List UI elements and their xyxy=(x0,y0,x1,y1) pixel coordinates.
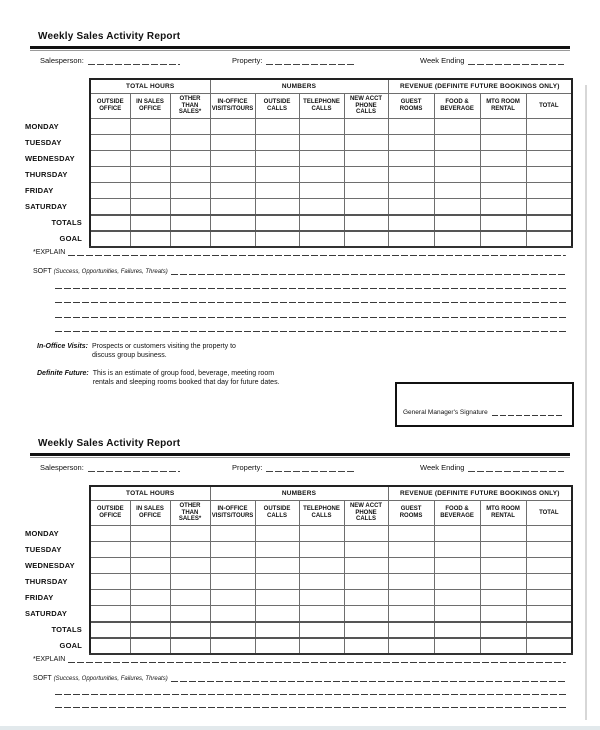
salesperson-line xyxy=(88,464,180,472)
grid-cell xyxy=(526,526,572,542)
grid-cell xyxy=(90,215,130,231)
grid-cell xyxy=(210,590,255,606)
column-header: GUEST ROOMS xyxy=(388,94,434,119)
salesperson-label: Salesperson: xyxy=(40,56,84,65)
column-header: TOTAL xyxy=(526,501,572,526)
row-label-monday: MONDAY xyxy=(25,122,59,131)
grid-cell xyxy=(526,215,572,231)
grid-cell xyxy=(90,231,130,247)
weekly-activity-table xyxy=(25,485,573,655)
grid-cell xyxy=(170,119,210,135)
grid-cell xyxy=(526,606,572,622)
grid-cell xyxy=(434,622,480,638)
grid-cell xyxy=(299,151,344,167)
grid-cell xyxy=(526,167,572,183)
signature-row xyxy=(403,409,564,416)
grid-cell xyxy=(170,638,210,654)
grid-cell xyxy=(299,167,344,183)
grid-cell xyxy=(434,151,480,167)
grid-cell xyxy=(299,526,344,542)
blank-line xyxy=(55,302,566,303)
grid-cell xyxy=(170,542,210,558)
grid-cell xyxy=(255,542,299,558)
definite-future-text: This is an estimate of group food, beverage, meeting room rentals and sleeping rooms booked that day for future dates. xyxy=(92,370,280,387)
grid-cell xyxy=(388,622,434,638)
column-header: OUTSIDE OFFICE xyxy=(90,94,130,119)
group-header-numbers: NUMBERS xyxy=(210,486,388,501)
grid-cell xyxy=(299,183,344,199)
grid-cell xyxy=(90,167,130,183)
column-header: NEW ACCT PHONE CALLS xyxy=(344,94,388,119)
grid-cell xyxy=(210,215,255,231)
grid-cell xyxy=(90,183,130,199)
grid-cell xyxy=(480,606,526,622)
grid-cell xyxy=(130,183,170,199)
in-office-text: Prospects or customers visiting the property to discuss group business. xyxy=(91,343,236,360)
explain-field xyxy=(33,655,566,663)
property-label: Property: xyxy=(232,56,263,65)
grid-cell xyxy=(388,199,434,215)
row-label-monday: MONDAY xyxy=(25,529,59,538)
grid-cell xyxy=(388,558,434,574)
soft-field xyxy=(33,267,566,275)
grid-cell xyxy=(388,215,434,231)
grid-cell xyxy=(90,119,130,135)
grid-cell xyxy=(130,638,170,654)
grid-cell xyxy=(434,199,480,215)
grid-cell xyxy=(170,151,210,167)
grid-cell xyxy=(130,135,170,151)
grid-cell xyxy=(170,622,210,638)
page-title: Weekly Sales Activity Report xyxy=(38,438,181,449)
grid-cell xyxy=(344,151,388,167)
column-header: MTG ROOM RENTAL xyxy=(480,501,526,526)
grid-cell xyxy=(388,135,434,151)
soft-label: SOFT xyxy=(33,675,52,682)
grid-cell xyxy=(388,151,434,167)
row-label-saturday: SATURDAY xyxy=(25,609,68,618)
row-label-tuesday: TUESDAY xyxy=(25,545,62,554)
grid-cell xyxy=(210,622,255,638)
grid-cell xyxy=(480,622,526,638)
grid-cell xyxy=(480,135,526,151)
salesperson-line xyxy=(88,57,180,65)
grid-cell xyxy=(480,199,526,215)
page-title: Weekly Sales Activity Report xyxy=(38,31,181,42)
column-header: IN SALES OFFICE xyxy=(130,94,170,119)
grid-cell xyxy=(299,558,344,574)
grid-cell xyxy=(480,151,526,167)
grid-cell xyxy=(210,638,255,654)
grid-cell xyxy=(170,183,210,199)
grid-cell xyxy=(130,622,170,638)
group-header-revenue: REVENUE (DEFINITE FUTURE BOOKINGS ONLY) xyxy=(388,79,572,94)
grid-cell xyxy=(480,590,526,606)
grid-cell xyxy=(90,199,130,215)
grid-cell xyxy=(388,167,434,183)
signature-label: General Manager's Signature xyxy=(403,409,488,416)
soft-detail: (Success, Opportunities, Failures, Threats) xyxy=(53,676,168,682)
grid-cell xyxy=(526,622,572,638)
grid-cell xyxy=(526,574,572,590)
grid-cell xyxy=(130,558,170,574)
grid-cell xyxy=(480,558,526,574)
grid-cell xyxy=(299,119,344,135)
grid-cell xyxy=(344,542,388,558)
grid-cell xyxy=(344,606,388,622)
grid-cell xyxy=(526,151,572,167)
grid-cell xyxy=(388,638,434,654)
grid-cell xyxy=(90,151,130,167)
group-header-total-hours: TOTAL HOURS xyxy=(90,486,210,501)
grid-cell xyxy=(210,135,255,151)
column-header: TOTAL xyxy=(526,94,572,119)
grid-cell xyxy=(299,231,344,247)
explain-label: *EXPLAIN xyxy=(33,656,66,663)
grid-cell xyxy=(255,231,299,247)
column-header: IN SALES OFFICE xyxy=(130,501,170,526)
column-header: OUTSIDE OFFICE xyxy=(90,501,130,526)
grid-cell xyxy=(299,574,344,590)
salesperson-field xyxy=(40,56,180,65)
page-bottom-edge xyxy=(0,726,600,730)
grid-cell xyxy=(480,167,526,183)
grid-cell xyxy=(90,574,130,590)
row-label-wednesday: WEDNESDAY xyxy=(25,561,75,570)
grid-cell xyxy=(526,135,572,151)
property-field xyxy=(232,463,354,472)
grid-cell xyxy=(299,135,344,151)
grid-cell xyxy=(130,231,170,247)
grid-cell xyxy=(344,135,388,151)
row-label-wednesday: WEDNESDAY xyxy=(25,154,75,163)
grid-cell xyxy=(526,558,572,574)
grid-cell xyxy=(210,231,255,247)
explain-line xyxy=(68,248,566,256)
grid-cell xyxy=(210,167,255,183)
grid-cell xyxy=(90,135,130,151)
grid-cell xyxy=(344,167,388,183)
row-label-thursday: THURSDAY xyxy=(25,170,68,179)
blank-line xyxy=(55,707,566,708)
grid-cell xyxy=(255,526,299,542)
grid-cell xyxy=(526,183,572,199)
grid-cell xyxy=(344,215,388,231)
grid-cell xyxy=(480,526,526,542)
grid-cell xyxy=(90,622,130,638)
grid-cell xyxy=(210,119,255,135)
column-header: OUTSIDE CALLS xyxy=(255,94,299,119)
row-label-friday: FRIDAY xyxy=(25,186,54,195)
grid-cell xyxy=(526,231,572,247)
grid-cell xyxy=(526,638,572,654)
grid-cell xyxy=(434,183,480,199)
week-ending-line xyxy=(468,464,564,472)
grid-cell xyxy=(130,199,170,215)
week-ending-label: Week Ending xyxy=(420,463,465,472)
grid-cell xyxy=(255,574,299,590)
property-field xyxy=(232,56,354,65)
soft-line xyxy=(171,267,566,275)
property-line xyxy=(266,57,354,65)
salesperson-label: Salesperson: xyxy=(40,463,84,472)
grid-cell xyxy=(255,638,299,654)
grid-cell xyxy=(90,638,130,654)
property-label: Property: xyxy=(232,463,263,472)
grid-cell xyxy=(255,183,299,199)
grid-cell xyxy=(130,526,170,542)
row-label-goal: GOAL xyxy=(59,641,82,650)
grid-cell xyxy=(344,622,388,638)
grid-cell xyxy=(344,183,388,199)
grid-cell xyxy=(130,119,170,135)
soft-label: SOFT xyxy=(33,268,52,275)
grid-cell xyxy=(210,542,255,558)
column-header: MTG ROOM RENTAL xyxy=(480,94,526,119)
property-line xyxy=(266,464,354,472)
grid-cell xyxy=(526,590,572,606)
week-ending-line xyxy=(468,57,564,65)
weekly-activity-table xyxy=(25,78,573,248)
grid-cell xyxy=(299,622,344,638)
explain-label: *EXPLAIN xyxy=(33,249,66,256)
grid-cell xyxy=(130,167,170,183)
explain-field xyxy=(33,248,566,256)
grid-cell xyxy=(210,558,255,574)
grid-cell xyxy=(170,574,210,590)
grid-cell xyxy=(434,606,480,622)
grid-cell xyxy=(388,542,434,558)
grid-cell xyxy=(388,526,434,542)
grid-cell xyxy=(210,151,255,167)
column-header: GUEST ROOMS xyxy=(388,501,434,526)
row-label-friday: FRIDAY xyxy=(25,593,54,602)
grid-cell xyxy=(434,590,480,606)
grid-cell xyxy=(170,135,210,151)
column-header: FOOD & BEVERAGE xyxy=(434,501,480,526)
column-header: TELEPHONE CALLS xyxy=(299,94,344,119)
grid-cell xyxy=(480,119,526,135)
soft-field xyxy=(33,674,566,682)
grid-cell xyxy=(526,542,572,558)
grid-cell xyxy=(130,215,170,231)
grid-cell xyxy=(480,231,526,247)
signature-line xyxy=(492,409,564,416)
grid-cell xyxy=(434,526,480,542)
grid-cell xyxy=(434,215,480,231)
grid-cell xyxy=(210,606,255,622)
grid-cell xyxy=(255,622,299,638)
column-header: OUTSIDE CALLS xyxy=(255,501,299,526)
in-office-label: In-Office Visits: xyxy=(37,343,88,350)
blank-line xyxy=(55,317,566,318)
grid-cell xyxy=(90,590,130,606)
column-header: OTHER THAN SALES* xyxy=(170,501,210,526)
grid-cell xyxy=(170,590,210,606)
grid-cell xyxy=(299,199,344,215)
grid-cell xyxy=(130,590,170,606)
grid-cell xyxy=(170,167,210,183)
blank-line xyxy=(55,331,566,332)
grid-cell xyxy=(255,151,299,167)
soft-detail: (Success, Opportunities, Failures, Threats) xyxy=(53,269,168,275)
definite-future-label: Definite Future: xyxy=(37,370,89,377)
grid-cell xyxy=(170,231,210,247)
page-edge-shadow xyxy=(585,85,587,720)
grid-cell xyxy=(255,590,299,606)
grid-cell xyxy=(344,638,388,654)
grid-cell xyxy=(299,215,344,231)
grid-cell xyxy=(130,151,170,167)
column-header: FOOD & BEVERAGE xyxy=(434,94,480,119)
signature-box xyxy=(395,382,574,427)
row-label-totals: TOTALS xyxy=(51,218,82,227)
week-ending-field xyxy=(420,56,564,65)
grid-cell xyxy=(90,558,130,574)
grid-cell xyxy=(434,135,480,151)
column-header: IN-OFFICE VISITS/TOURS xyxy=(210,94,255,119)
grid-cell xyxy=(480,183,526,199)
grid-cell xyxy=(526,199,572,215)
grid-cell xyxy=(344,119,388,135)
grid-cell xyxy=(434,574,480,590)
grid-cell xyxy=(388,574,434,590)
grid-cell xyxy=(255,215,299,231)
grid-cell xyxy=(388,590,434,606)
group-header-revenue: REVENUE (DEFINITE FUTURE BOOKINGS ONLY) xyxy=(388,486,572,501)
grid-cell xyxy=(299,590,344,606)
grid-cell xyxy=(344,199,388,215)
grid-cell xyxy=(434,167,480,183)
grid-cell xyxy=(344,574,388,590)
column-header: TELEPHONE CALLS xyxy=(299,501,344,526)
grid-cell xyxy=(434,231,480,247)
grid-cell xyxy=(299,606,344,622)
week-ending-field xyxy=(420,463,564,472)
grid-cell xyxy=(90,606,130,622)
definite-future-note xyxy=(37,369,293,388)
grid-cell xyxy=(255,167,299,183)
grid-cell xyxy=(90,542,130,558)
grid-cell xyxy=(255,135,299,151)
soft-line xyxy=(171,674,566,682)
grid-cell xyxy=(480,638,526,654)
grid-cell xyxy=(210,574,255,590)
grid-cell xyxy=(299,542,344,558)
grid-cell xyxy=(130,542,170,558)
grid-cell xyxy=(299,638,344,654)
grid-cell xyxy=(480,574,526,590)
grid-cell xyxy=(210,199,255,215)
grid-cell xyxy=(388,119,434,135)
grid-cell xyxy=(130,606,170,622)
group-header-numbers: NUMBERS xyxy=(210,79,388,94)
column-header: IN-OFFICE VISITS/TOURS xyxy=(210,501,255,526)
grid-cell xyxy=(434,542,480,558)
title-rule xyxy=(30,453,570,458)
blank-line xyxy=(55,694,566,695)
grid-cell xyxy=(344,558,388,574)
grid-cell xyxy=(344,231,388,247)
explain-line xyxy=(68,655,566,663)
grid-cell xyxy=(90,526,130,542)
row-label-goal: GOAL xyxy=(59,234,82,243)
grid-cell xyxy=(388,606,434,622)
grid-cell xyxy=(434,119,480,135)
row-label-saturday: SATURDAY xyxy=(25,202,68,211)
grid-cell xyxy=(170,199,210,215)
blank-line xyxy=(55,288,566,289)
grid-cell xyxy=(210,526,255,542)
grid-cell xyxy=(255,119,299,135)
row-label-thursday: THURSDAY xyxy=(25,577,68,586)
in-office-note xyxy=(37,342,244,361)
grid-cell xyxy=(434,558,480,574)
salesperson-field xyxy=(40,463,180,472)
row-label-tuesday: TUESDAY xyxy=(25,138,62,147)
grid-cell xyxy=(344,526,388,542)
grid-cell xyxy=(170,606,210,622)
grid-cell xyxy=(434,638,480,654)
grid-cell xyxy=(170,526,210,542)
title-rule xyxy=(30,46,570,51)
column-header: NEW ACCT PHONE CALLS xyxy=(344,501,388,526)
grid-cell xyxy=(255,199,299,215)
grid-cell xyxy=(480,215,526,231)
grid-cell xyxy=(255,558,299,574)
grid-cell xyxy=(130,574,170,590)
grid-cell xyxy=(526,119,572,135)
grid-cell xyxy=(344,590,388,606)
week-ending-label: Week Ending xyxy=(420,56,465,65)
grid-cell xyxy=(388,183,434,199)
column-header: OTHER THAN SALES* xyxy=(170,94,210,119)
grid-cell xyxy=(255,606,299,622)
grid-cell xyxy=(170,215,210,231)
grid-cell xyxy=(388,231,434,247)
group-header-total-hours: TOTAL HOURS xyxy=(90,79,210,94)
grid-cell xyxy=(480,542,526,558)
grid-cell xyxy=(210,183,255,199)
row-label-totals: TOTALS xyxy=(51,625,82,634)
grid-cell xyxy=(170,558,210,574)
